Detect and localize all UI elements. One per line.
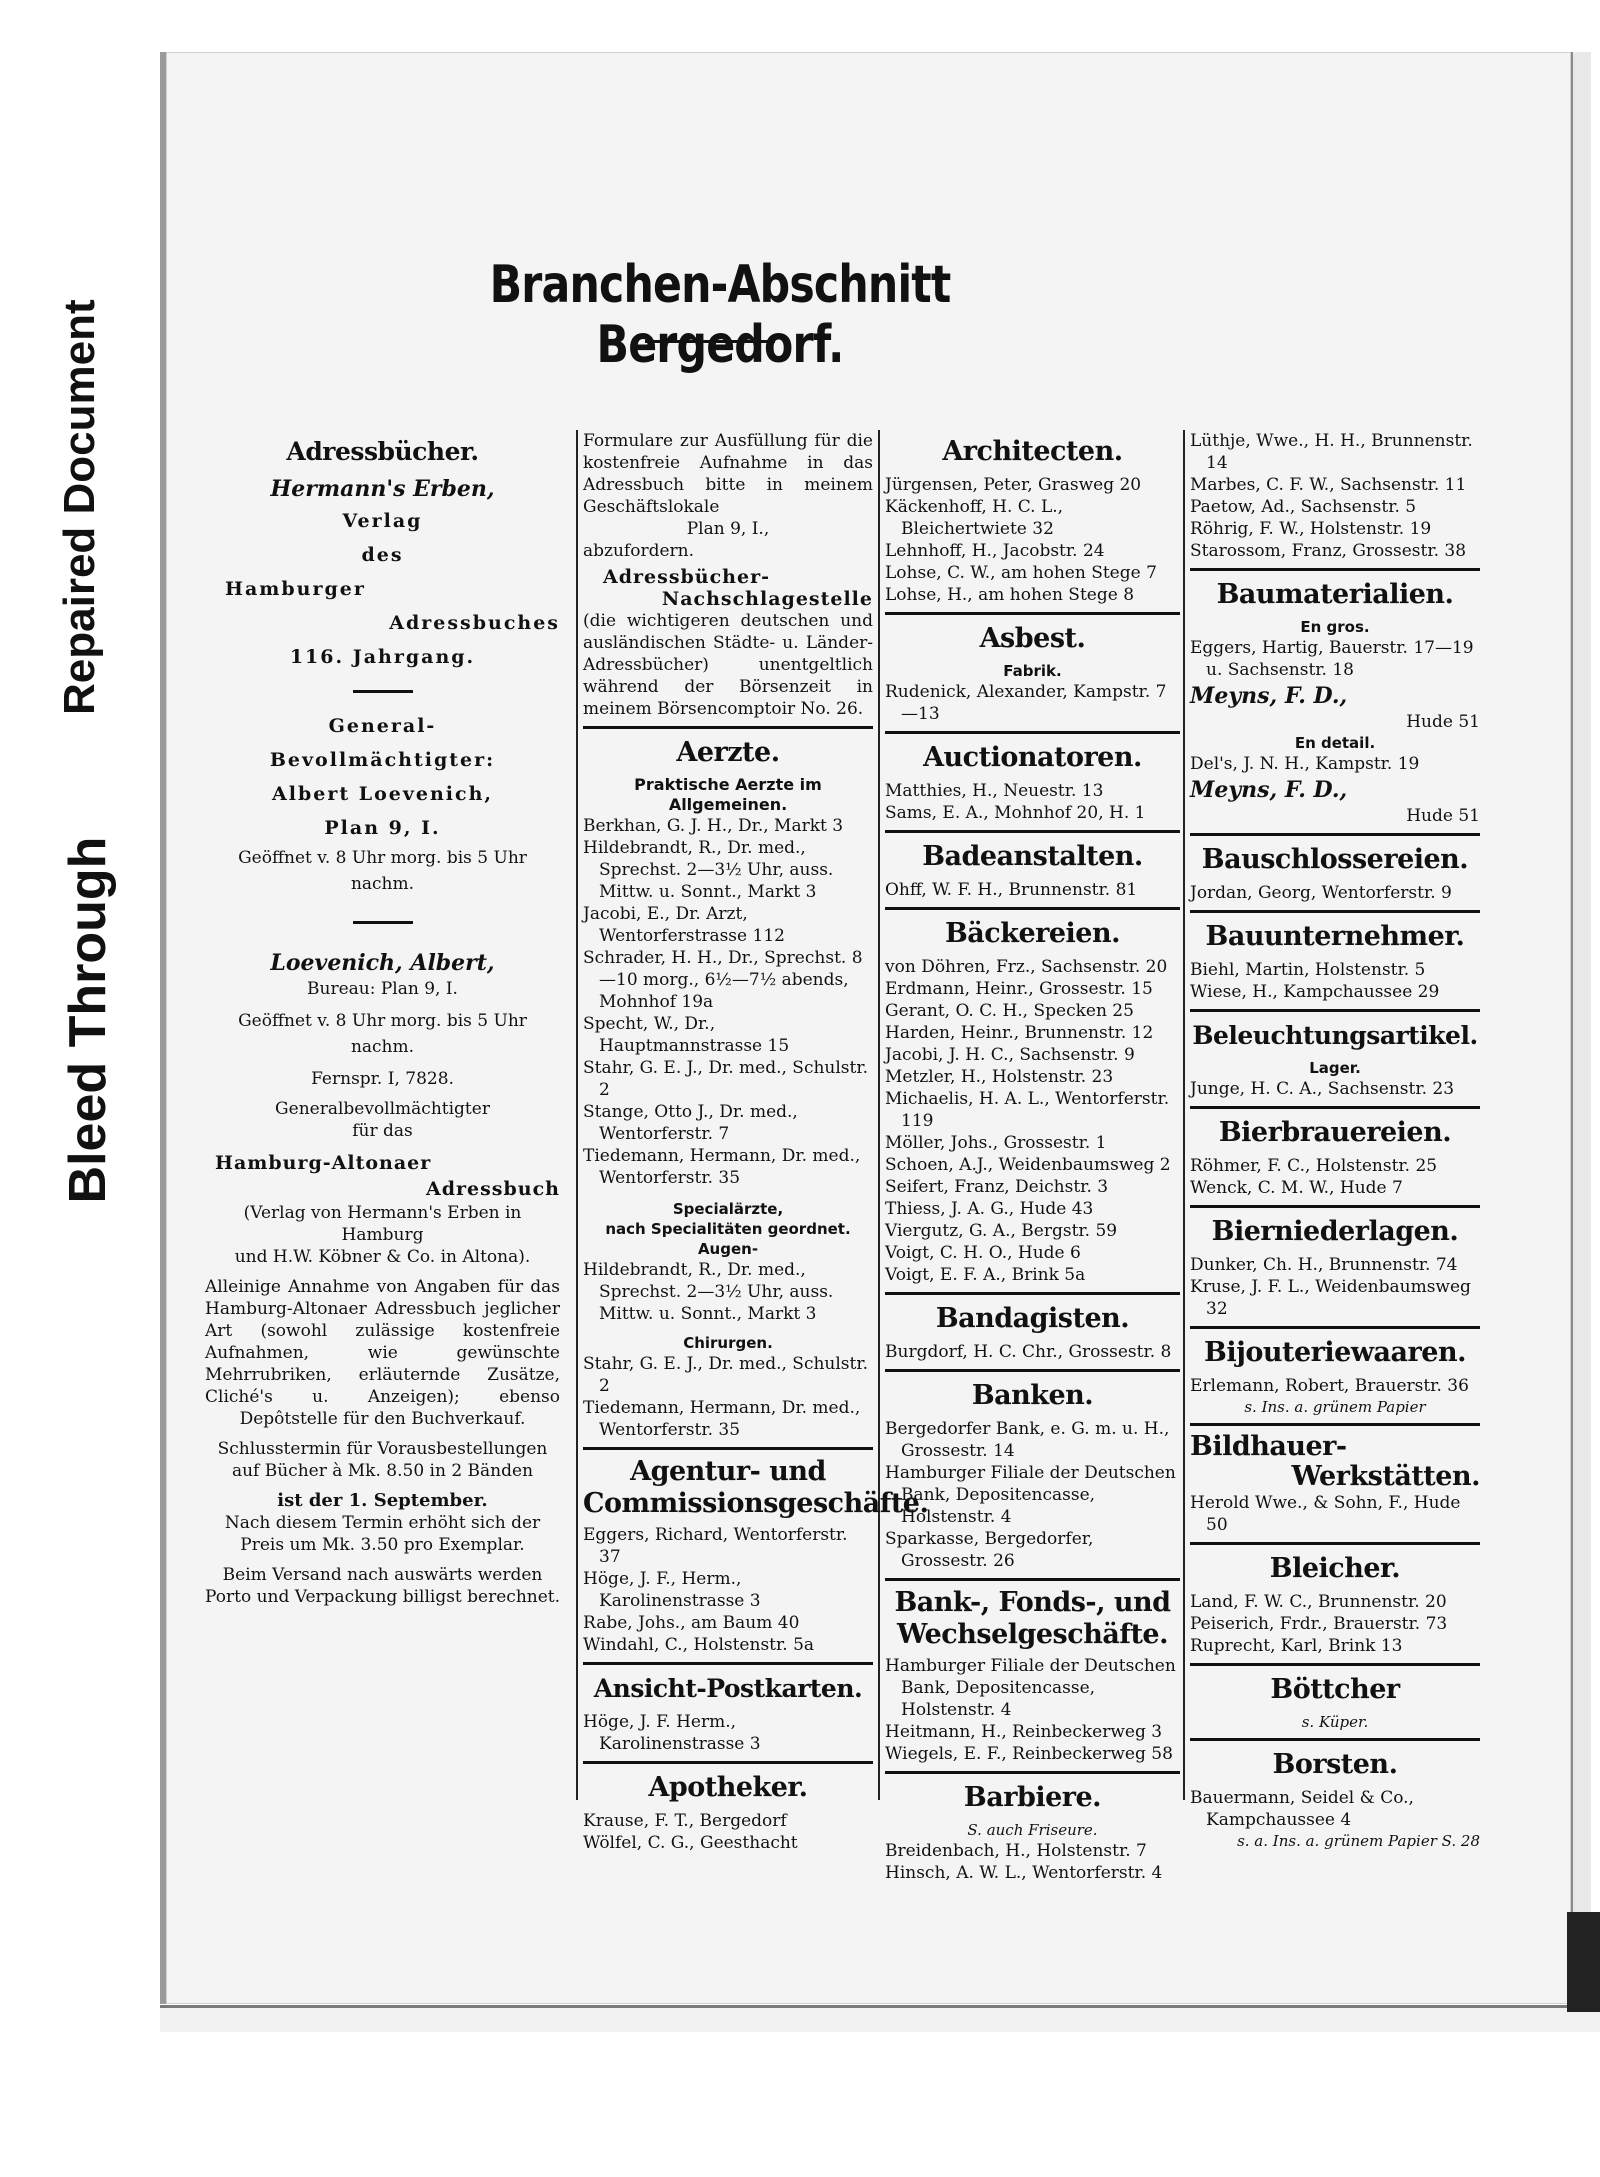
list-item: Thiess, J. A. G., Hude 43 <box>885 1199 1094 1219</box>
list-item: Paetow, Ad., Sachsenstr. 5 <box>1190 497 1417 517</box>
list-item: Krause, F. T., Bergedorf <box>583 1811 787 1831</box>
list-item: Stahr, G. E. J., Dr. med., Schulstr. 2 <box>583 1058 869 1100</box>
hude-1: Hude 51 <box>1406 712 1480 732</box>
list-item: Lohse, C. W., am hohen Stege 7 <box>885 563 1157 583</box>
rule <box>583 1662 873 1665</box>
list-item: Eggers, Richard, Wentorferstr. 37 <box>583 1525 848 1567</box>
gen-bevoll: Generalbevollmächtigter <box>275 1099 490 1119</box>
list-item: Jacobi, J. H. C., Sachsenstr. 9 <box>885 1045 1135 1065</box>
heading-apotheker: Apotheker. <box>648 1772 808 1803</box>
list-item: von Döhren, Frz., Sachsenstr. 20 <box>885 957 1168 977</box>
formulare-plan: Plan 9, I., <box>686 519 770 539</box>
rule <box>1190 1106 1480 1109</box>
heading-bade: Badeanstalten. <box>922 841 1143 872</box>
line-hamburger: Hamburger <box>225 578 366 600</box>
heading-beleuchtung: Beleuchtungsartikel. <box>1192 1021 1478 1050</box>
heading-ansicht: Ansicht-Postkarten. <box>593 1674 863 1703</box>
rule <box>885 1578 1180 1581</box>
barbiere-note: S. auch Friseure. <box>967 1821 1098 1839</box>
price-increase: Nach diesem Termin erhöht sich der Preis um Mk. 3.50 pro Exemplar. <box>224 1513 541 1555</box>
hude-2: Hude 51 <box>1406 806 1480 826</box>
list-item: Rudenick, Alexander, Kampstr. 7—13 <box>885 682 1167 724</box>
list-item: Wenck, C. M. W., Hude 7 <box>1190 1178 1403 1198</box>
general-3: Albert Loevenich, <box>271 783 493 805</box>
list-item: Hamburger Filiale der Deutschen Bank, Depositencasse, Holstenstr. 4 <box>885 1463 1176 1527</box>
list-item: Starossom, Franz, Grossestr. 38 <box>1190 541 1467 561</box>
rule <box>1190 1326 1480 1329</box>
list-item: Voigt, E. F. A., Brink 5a <box>885 1265 1086 1285</box>
list-item: Herold Wwe., & Sohn, F., Hude 50 <box>1190 1493 1461 1535</box>
meyns-1: Meyns, F. D., <box>1190 683 1348 709</box>
subheading-fabrik: Fabrik. <box>1003 662 1062 680</box>
heading-auction: Auctionatoren. <box>923 742 1142 773</box>
list-item: Jürgensen, Peter, Grasweg 20 <box>885 475 1142 495</box>
general-1: General- <box>328 715 437 737</box>
list-item: Jacobi, E., Dr. Arzt, Wentorferstrasse 112 <box>583 904 785 946</box>
page-title: Branchen-Abschnitt Bergedorf. <box>489 255 951 375</box>
rule <box>1190 1738 1480 1741</box>
annahme-text: Alleinige Annahme von Angaben für das Hamburg-Altonaer Adressbuch jeglicher Art (sowohl zulässige kostenfreie Aufnahmen, wie gewünschte Mehrrubriken, erläuternde Zusätze, Cliché's u. Anzeigen); ebenso Depôtstelle für den Buchverkauf. <box>205 1277 560 1429</box>
list-item: Berkhan, G. J. H., Dr., Markt 3 <box>583 816 844 836</box>
adressbuch: Adressbuch <box>425 1178 560 1200</box>
hamburg-altonaer: Hamburg-Altonaer <box>215 1152 432 1174</box>
list-item: Matthies, H., Neuestr. 13 <box>885 781 1104 801</box>
list-item: Peiserich, Frdr., Brauerstr. 73 <box>1190 1614 1448 1634</box>
column-2 <box>583 430 929 1854</box>
subheading-endetail: En detail. <box>1294 734 1376 752</box>
list-item: Seifert, Franz, Deichstr. 3 <box>885 1177 1109 1197</box>
heading-baumaterialien: Baumaterialien. <box>1216 579 1454 610</box>
aerzte-list <box>583 815 873 1189</box>
list-item: Gerant, O. C. H., Specken 25 <box>885 1001 1134 1021</box>
list-item: Kruse, J. F. L., Weidenbaumsweg 32 <box>1190 1277 1471 1319</box>
koebner-note: und H.W. Köbner & Co. in Altona). <box>234 1247 531 1267</box>
list-item: Del's, J. N. H., Kampstr. 19 <box>1190 754 1420 774</box>
heading-bierniederlagen: Bierniederlagen. <box>1211 1216 1459 1247</box>
nachschlage-heading-1: Adressbücher- <box>603 566 770 588</box>
formulare-text: Formulare zur Ausfüllung für die kostenfreie Aufnahme in das Adressbuch bitte in meinem Geschäftslokale <box>583 431 873 517</box>
heading-bankfonds: Bank-, Fonds-, und Wechselgeschäfte. <box>894 1587 1171 1650</box>
list-item: Röhmer, F. C., Holstenstr. 25 <box>1190 1156 1438 1176</box>
list-item: Junge, H. C. A., Sachsenstr. 23 <box>1190 1079 1455 1099</box>
baecker-list <box>885 956 1180 1286</box>
nachschlage-heading-2: Nachschlagestelle <box>661 588 873 610</box>
hours-1: Geöffnet v. 8 Uhr morg. bis 5 Uhr nachm. <box>238 848 527 894</box>
list-item: Lehnhoff, H., Jacobstr. 24 <box>885 541 1105 561</box>
list-item: Tiedemann, Hermann, Dr. med., Wentorferstr. 35 <box>583 1146 861 1188</box>
list-item: Land, F. W. C., Brunnenstr. 20 <box>1190 1592 1447 1612</box>
list-item: Eggers, Hartig, Bauerstr. 17—19 u. Sachsenstr. 18 <box>1190 638 1474 680</box>
rule <box>885 731 1180 734</box>
column-divider-2 <box>878 430 880 1800</box>
phone: Fernspr. I, 7828. <box>311 1069 454 1089</box>
rule <box>583 726 873 729</box>
subheading-praktische: Praktische Aerzte im Allgemeinen. <box>634 775 822 814</box>
rule <box>1190 1009 1480 1012</box>
rule <box>885 1369 1180 1372</box>
rule <box>885 1292 1180 1295</box>
list-item: Voigt, C. H. O., Hude 6 <box>885 1243 1081 1263</box>
list-item: Jordan, Georg, Wentorferstr. 9 <box>1190 883 1452 903</box>
schluss-text: Schlusstermin für Vorausbestellungen auf Bücher à Mk. 8.50 in 2 Bänden <box>217 1439 548 1481</box>
heading-boettcher: Böttcher <box>1270 1674 1400 1705</box>
list-item: Heitmann, H., Reinbeckerweg 3 <box>885 1722 1163 1742</box>
binder-clip <box>1567 1912 1600 2012</box>
list-item: Lüthje, Wwe., H. H., Brunnenstr. 14 <box>1190 431 1473 473</box>
name-loevenich: Loevenich, Albert, <box>270 950 495 976</box>
bureau: Bureau: Plan 9, I. <box>307 979 458 999</box>
title-underline <box>645 340 775 343</box>
list-item: Höge, J. F. Herm., Karolinenstrasse 3 <box>583 1712 761 1754</box>
heading-bandagisten: Bandagisten. <box>935 1303 1130 1334</box>
nachschlage-text: (die wichtigeren deutschen und ausländischen Städte- u. Länder-Adressbücher) unentgeltlich während der Börsenzeit in meinem Börsencomptoir No. 26. <box>583 611 873 719</box>
rule <box>583 1447 873 1450</box>
list-item: Röhrig, F. W., Holstenstr. 19 <box>1190 519 1432 539</box>
list-item: Michaelis, H. A. L., Wentorferstr. 119 <box>885 1089 1170 1131</box>
short-rule-1 <box>353 690 413 693</box>
meyns-2: Meyns, F. D., <box>1190 777 1348 803</box>
list-item: Breidenbach, H., Holstenstr. 7 <box>885 1841 1147 1861</box>
heading-bauunternehmer: Bauunternehmer. <box>1205 921 1465 952</box>
list-item: Burgdorf, H. C. Chr., Grossestr. 8 <box>885 1342 1172 1362</box>
verlag-note: (Verlag von Hermann's Erben in Hamburg <box>243 1203 522 1245</box>
rule <box>1190 833 1480 836</box>
bijou-note: s. Ins. a. grünem Papier <box>1244 1398 1426 1416</box>
rule <box>1190 568 1480 571</box>
column-4 <box>1190 430 1480 1851</box>
formulare-abzu: abzufordern. <box>583 541 694 561</box>
rule <box>583 1761 873 1764</box>
list-item: Höge, J. F., Herm., Karolinenstrasse 3 <box>583 1569 761 1611</box>
column-divider-3 <box>1183 430 1185 1800</box>
rule <box>1190 1205 1480 1208</box>
column-divider-1 <box>576 430 578 1800</box>
list-item: Erlemann, Robert, Brauerstr. 36 <box>1190 1376 1469 1396</box>
list-item: Specht, W., Dr., Hauptmannstrasse 15 <box>583 1014 790 1056</box>
list-item: Sparkasse, Bergedorfer, Grossestr. 26 <box>885 1529 1094 1571</box>
list-item: Hildebrandt, R., Dr. med., Sprechst. 2—3½ Uhr, auss. Mittw. u. Sonnt., Markt 3 <box>583 838 834 902</box>
line-des: des <box>361 544 404 566</box>
list-item: Biehl, Martin, Holstenstr. 5 <box>1190 960 1426 980</box>
list-item: Harden, Heinr., Brunnenstr. 12 <box>885 1023 1154 1043</box>
heading-bildhauer-2: Werkstätten. <box>1291 1461 1480 1492</box>
rule <box>1190 1542 1480 1545</box>
list-item: Hildebrandt, R., Dr. med., Sprechst. 2—3½ Uhr, auss. Mittw. u. Sonnt., Markt 3 <box>583 1260 834 1324</box>
heading-bierbrauereien: Bierbrauereien. <box>1218 1117 1452 1148</box>
rule <box>885 1771 1180 1774</box>
list-item: Metzler, H., Holstenstr. 23 <box>885 1067 1114 1087</box>
list-item: Ruprecht, Karl, Brink 13 <box>1190 1636 1403 1656</box>
general-2: Bevollmächtigter: <box>269 749 496 771</box>
page-edge <box>1571 52 1591 2004</box>
list-item: Erdmann, Heinr., Grossestr. 15 <box>885 979 1153 999</box>
heading-agentur: Agentur- und Commissionsgeschäfte. <box>583 1456 929 1519</box>
heading-banken: Banken. <box>971 1380 1094 1411</box>
rule <box>1190 1423 1480 1426</box>
bleed-through-stamp: Bleed Through <box>58 780 118 1260</box>
rule <box>1190 1663 1480 1666</box>
list-item: Bauermann, Seidel & Co., Kampchaussee 4 <box>1190 1788 1414 1830</box>
list-item: Marbes, C. F. W., Sachsenstr. 11 <box>1190 475 1467 495</box>
column-3 <box>885 430 1180 1884</box>
general-4: Plan 9, I. <box>324 817 441 839</box>
heading-bleicher: Bleicher. <box>1269 1553 1401 1584</box>
rule <box>1190 910 1480 913</box>
rule <box>885 907 1180 910</box>
heading-bijouterie: Bijouteriewaaren. <box>1204 1337 1466 1368</box>
heading-adressbuecher: Adressbücher. <box>286 437 479 466</box>
hours-2: Geöffnet v. 8 Uhr morg. bis 5 Uhr nachm. <box>238 1011 527 1057</box>
list-item: Möller, Johs., Grossestr. 1 <box>885 1133 1107 1153</box>
borsten-note: s. a. Ins. a. grünem Papier S. 28 <box>1237 1832 1480 1850</box>
repaired-document-stamp: Repaired Document <box>55 299 104 715</box>
subheading-engros: En gros. <box>1300 618 1370 636</box>
list-item: Ohff, W. F. H., Brunnenstr. 81 <box>885 880 1138 900</box>
list-item: Dunker, Ch. H., Brunnenstr. 74 <box>1190 1255 1458 1275</box>
list-item: Lohse, H., am hohen Stege 8 <box>885 585 1135 605</box>
line-adressbuches: Adressbuches <box>389 612 560 634</box>
boettcher-note: s. Küper. <box>1301 1713 1369 1731</box>
list-item: Hamburger Filiale der Deutschen Bank, Depositencasse, Holstenstr. 4 <box>885 1656 1176 1720</box>
short-rule-2 <box>353 921 413 924</box>
heading-aerzte: Aerzte. <box>676 737 780 768</box>
heading-bildhauer-1: Bildhauer- <box>1190 1431 1347 1462</box>
subheading-special-1: Specialärzte, <box>672 1200 784 1218</box>
subheading-augen: Augen- <box>697 1240 759 1258</box>
september-deadline: ist der 1. September. <box>277 1490 488 1511</box>
publisher-name: Hermann's Erben, <box>270 476 495 502</box>
list-item: Wiegels, E. F., Reinbeckerweg 58 <box>885 1744 1173 1764</box>
versand-text: Beim Versand nach auswärts werden Porto und Verpackung billigst berechnet. <box>205 1565 561 1607</box>
heading-asbest: Asbest. <box>979 623 1086 654</box>
heading-barbiere: Barbiere. <box>963 1782 1102 1813</box>
subheading-chirurgen: Chirurgen. <box>683 1334 773 1352</box>
heading-bauschlossereien: Bauschlossereien. <box>1201 844 1469 875</box>
heading-architecten: Architecten. <box>942 436 1123 467</box>
rule <box>885 830 1180 833</box>
column-1 <box>205 430 560 1616</box>
subheading-special-2: nach Specialitäten geordnet. <box>605 1220 851 1238</box>
list-item: Windahl, C., Holstenstr. 5a <box>583 1635 815 1655</box>
list-item: Rabe, Johs., am Baum 40 <box>583 1613 800 1633</box>
line-verlag: Verlag <box>342 510 423 532</box>
fuer-das: für das <box>352 1121 413 1141</box>
list-item: Viergutz, G. A., Bergstr. 59 <box>885 1221 1118 1241</box>
list-item: Bergedorfer Bank, e. G. m. u. H., Grossestr. 14 <box>885 1419 1170 1461</box>
list-item: Schoen, A.J., Weidenbaumsweg 2 <box>885 1155 1171 1175</box>
list-item: Wölfel, C. G., Geesthacht <box>583 1833 798 1853</box>
list-item: Hinsch, A. W. L., Wentorferstr. 4 <box>885 1863 1163 1883</box>
list-item: Tiedemann, Hermann, Dr. med., Wentorferstr. 35 <box>583 1398 861 1440</box>
line-jahrgang: 116. Jahrgang. <box>289 646 476 668</box>
list-item: Sams, E. A., Mohnhof 20, H. 1 <box>885 803 1146 823</box>
stamp-area <box>0 0 160 1320</box>
list-item: Stahr, G. E. J., Dr. med., Schulstr. 2 <box>583 1354 869 1396</box>
list-item: Käckenhoff, H. C. L., Bleichertwiete 32 <box>885 497 1064 539</box>
list-item: Schrader, H. H., Dr., Sprechst. 8—10 morg., 6½—7½ abends, Mohnhof 19a <box>583 948 863 1012</box>
heading-baecker: Bäckereien. <box>944 918 1120 949</box>
list-item: Stange, Otto J., Dr. med., Wentorferstr. 7 <box>583 1102 798 1144</box>
heading-borsten: Borsten. <box>1272 1749 1398 1780</box>
rule <box>885 612 1180 615</box>
list-item: Wiese, H., Kampchaussee 29 <box>1190 982 1440 1002</box>
page-bottom-edge <box>160 2005 1600 2032</box>
subheading-lager: Lager. <box>1309 1059 1361 1077</box>
